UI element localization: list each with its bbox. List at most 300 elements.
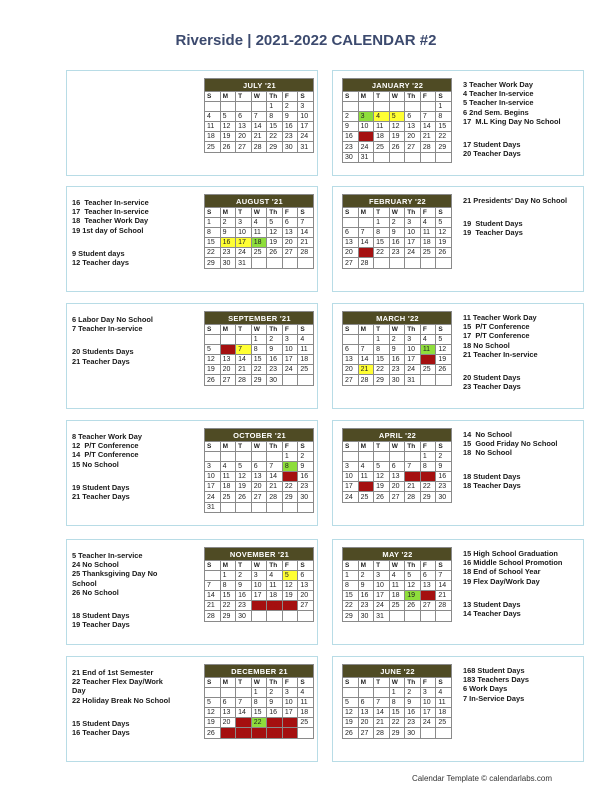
day-cell: 25 (220, 492, 236, 502)
day-cell: 10 (420, 698, 436, 708)
day-cell: 20 (343, 248, 359, 258)
day-cell: 23 (358, 601, 374, 611)
note-line: 21 Teacher Days (72, 492, 130, 502)
day-cell: 28 (251, 142, 267, 152)
day-cell: 26 (405, 601, 421, 611)
day-cell: 12 (220, 122, 236, 132)
day-cell: 12 (436, 345, 452, 355)
week-row (343, 708, 452, 718)
day-cell: 27 (358, 728, 374, 738)
day-cell: 15 (282, 472, 298, 482)
day-cell: 17 (420, 708, 436, 718)
calendar-february-22 (342, 194, 452, 269)
day-cell: 30 (298, 492, 314, 502)
empty-day-cell (251, 102, 267, 112)
day-cell: 4 (389, 571, 405, 581)
day-cell: 17 (358, 132, 374, 142)
day-cell: 4 (420, 218, 436, 228)
note-line: 15 High School Graduation (463, 549, 558, 558)
weekday-label: W (389, 678, 405, 688)
weekday-label: M (220, 208, 236, 218)
empty-day-cell (282, 375, 298, 385)
day-cell: 2 (343, 112, 359, 122)
day-cell: 6 (220, 698, 236, 708)
day-cell: 8 (282, 462, 298, 472)
note-line: School (72, 578, 97, 588)
empty-day-cell (267, 611, 283, 621)
day-cell: 4 (298, 688, 314, 698)
day-cell: 8 (389, 698, 405, 708)
day-cell: 20 (389, 482, 405, 492)
day-cell: 9 (236, 581, 252, 591)
day-cell: 18 (298, 355, 314, 365)
day-cell: 15 (220, 591, 236, 601)
day-cell: 19 (374, 482, 390, 492)
weekday-label: F (282, 208, 298, 218)
weekday-label: T (236, 325, 252, 335)
day-cell: 26 (436, 248, 452, 258)
day-cell: 14 (236, 708, 252, 718)
day-cell: 1 (420, 452, 436, 462)
weekday-label: S (298, 92, 314, 102)
day-cell: 9 (267, 345, 283, 355)
week-row (343, 688, 452, 698)
day-cell: 16 (389, 355, 405, 365)
day-cell: 8 (267, 112, 283, 122)
weekday-label: M (220, 92, 236, 102)
empty-day-cell (358, 335, 374, 345)
empty-day-cell (358, 452, 374, 462)
empty-day-cell (436, 152, 452, 162)
calendar-june-22 (342, 664, 452, 739)
day-cell: 5 (374, 462, 390, 472)
weekday-label: Th (405, 325, 421, 335)
day-cell: 13 (389, 472, 405, 482)
day-cell: 25 (298, 365, 314, 375)
day-cell: 29 (436, 142, 452, 152)
day-cell: 6 (282, 218, 298, 228)
day-cell: 2 (436, 452, 452, 462)
day-cell: 14 (267, 472, 283, 482)
day-cell: 30 (267, 375, 283, 385)
day-cell: 4 (436, 688, 452, 698)
day-cell: 2 (298, 452, 314, 462)
note-line: 22 Teacher Flex Day/Work (72, 677, 163, 687)
weekday-label: W (251, 325, 267, 335)
weekday-label: W (251, 208, 267, 218)
weekday-label: T (236, 92, 252, 102)
day-cell: 3 (282, 335, 298, 345)
note-line: 21 Teacher In-service (463, 349, 538, 359)
day-cell: 4 (205, 112, 221, 122)
day-cell: 7 (436, 571, 452, 581)
week-row (343, 375, 452, 385)
day-cell: 6 (389, 462, 405, 472)
day-cell: 21 (267, 482, 283, 492)
empty-day-cell (251, 258, 267, 268)
empty-day-cell (220, 502, 236, 512)
day-cell: 13 (358, 708, 374, 718)
day-cell: 16 (236, 591, 252, 601)
day-cell: 6 (236, 112, 252, 122)
day-cell: 4 (358, 462, 374, 472)
day-cell: 29 (282, 492, 298, 502)
day-cell: 13 (251, 472, 267, 482)
day-cell: 25 (374, 142, 390, 152)
note-line: 15 No School (72, 459, 119, 469)
day-cell: 13 (405, 122, 421, 132)
day-cell: 28 (358, 258, 374, 268)
day-cell: 5 (205, 345, 221, 355)
month-notes (72, 198, 149, 267)
weekday-label: T (374, 92, 390, 102)
day-cell: 11 (358, 472, 374, 482)
day-cell: 18 (267, 591, 283, 601)
day-cell: 18 (298, 708, 314, 718)
weekday-label: F (420, 561, 436, 571)
day-cell: 6 (220, 345, 236, 355)
weekday-label: Th (267, 325, 283, 335)
day-cell: 11 (420, 228, 436, 238)
day-cell: 25 (298, 718, 314, 728)
week-row (205, 688, 314, 698)
day-cell: 11 (436, 698, 452, 708)
day-cell: 21 (236, 718, 252, 728)
day-cell: 26 (267, 248, 283, 258)
day-cell: 31 (374, 611, 390, 621)
note-line: 16 Middle School Promotion (463, 558, 563, 568)
empty-day-cell (420, 728, 436, 738)
day-cell: 11 (298, 698, 314, 708)
day-cell: 27 (251, 492, 267, 502)
note-line: 20 Students Days (72, 347, 134, 357)
day-cell: 27 (220, 728, 236, 738)
day-cell: 22 (436, 132, 452, 142)
weekday-label: S (298, 442, 314, 452)
day-cell: 4 (220, 462, 236, 472)
note-line: 8 Teacher Work Day (72, 432, 142, 441)
day-cell: 22 (343, 601, 359, 611)
day-cell: 28 (420, 142, 436, 152)
weekday-label: T (236, 561, 252, 571)
day-cell: 16 (358, 591, 374, 601)
day-cell: 2 (220, 218, 236, 228)
day-cell: 20 (343, 365, 359, 375)
day-cell: 19 (267, 238, 283, 248)
day-cell: 20 (251, 482, 267, 492)
day-cell: 12 (343, 708, 359, 718)
weekday-label: S (343, 442, 359, 452)
week-row (205, 132, 314, 142)
note-line: 15 P/T Conference (463, 322, 530, 332)
month-header: FEBRUARY '22 (343, 195, 452, 208)
empty-day-cell (220, 688, 236, 698)
weekday-label: Th (267, 92, 283, 102)
day-cell: 15 (251, 355, 267, 365)
empty-day-cell (298, 611, 314, 621)
day-cell: 5 (267, 218, 283, 228)
day-cell: 10 (282, 698, 298, 708)
day-cell: 24 (298, 132, 314, 142)
footer-credit: Calendar Template © calendarlabs.com (411, 774, 552, 783)
week-row (205, 492, 314, 502)
day-cell: 16 (343, 132, 359, 142)
weekday-label: F (420, 208, 436, 218)
weekday-label: S (436, 442, 452, 452)
day-cell: 27 (405, 142, 421, 152)
day-cell: 29 (251, 375, 267, 385)
day-cell: 18 (374, 132, 390, 142)
weekday-label: M (220, 325, 236, 335)
day-cell: 1 (251, 335, 267, 345)
note-line: Day (72, 686, 86, 696)
note-line: 13 Student Days (463, 599, 521, 609)
weekday-label: M (358, 561, 374, 571)
day-cell: 8 (374, 345, 390, 355)
weekday-label: S (343, 325, 359, 335)
week-row (205, 718, 314, 728)
day-cell: 4 (251, 218, 267, 228)
day-cell: 30 (436, 492, 452, 502)
day-cell: 30 (220, 258, 236, 268)
day-cell: 21 (205, 601, 221, 611)
calendar-august-21 (204, 194, 314, 269)
day-cell: 12 (267, 228, 283, 238)
day-cell: 10 (298, 112, 314, 122)
month-notes (463, 430, 557, 490)
weekday-label: F (282, 561, 298, 571)
empty-day-cell (405, 152, 421, 162)
month-notes (463, 549, 562, 618)
day-cell: 25 (358, 492, 374, 502)
page-title: Riverside | 2021-2022 CALENDAR #2 (175, 32, 437, 49)
day-cell: 7 (420, 112, 436, 122)
day-cell: 28 (205, 611, 221, 621)
day-cell: 26 (205, 375, 221, 385)
day-cell: 7 (374, 698, 390, 708)
day-cell: 4 (420, 335, 436, 345)
day-cell: 31 (358, 152, 374, 162)
day-cell: 5 (236, 462, 252, 472)
day-cell: 8 (420, 462, 436, 472)
day-cell: 14 (358, 355, 374, 365)
day-cell: 15 (389, 708, 405, 718)
empty-day-cell (343, 452, 359, 462)
day-cell: 26 (343, 728, 359, 738)
day-cell: 9 (282, 112, 298, 122)
month-header: AUGUST '21 (205, 195, 314, 208)
week-row (205, 571, 314, 581)
day-cell: 5 (436, 335, 452, 345)
empty-day-cell (205, 688, 221, 698)
weekday-label: S (436, 325, 452, 335)
empty-day-cell (358, 688, 374, 698)
day-cell: 3 (205, 462, 221, 472)
day-cell: 30 (282, 142, 298, 152)
day-cell: 14 (205, 591, 221, 601)
day-cell: 6 (358, 698, 374, 708)
day-cell: 10 (282, 345, 298, 355)
day-cell: 7 (251, 112, 267, 122)
day-cell: 19 (205, 718, 221, 728)
day-cell: 22 (251, 365, 267, 375)
week-row (205, 472, 314, 482)
day-cell: 14 (436, 581, 452, 591)
day-cell: 1 (251, 688, 267, 698)
day-cell: 17 (282, 708, 298, 718)
empty-day-cell (343, 218, 359, 228)
day-cell: 26 (236, 492, 252, 502)
weekday-label: S (436, 678, 452, 688)
calendar-november-21 (204, 547, 314, 622)
day-cell: 27 (282, 248, 298, 258)
note-line: 20 Student Days (463, 373, 521, 383)
week-row (205, 581, 314, 591)
day-cell: 26 (436, 365, 452, 375)
note-line: 4 Teacher In-service (463, 89, 534, 99)
day-cell: 24 (420, 718, 436, 728)
note-line: 9 Student days (72, 248, 125, 258)
day-cell: 11 (374, 122, 390, 132)
month-notes (72, 668, 170, 737)
day-cell: 21 (298, 238, 314, 248)
week-row (343, 248, 452, 258)
day-cell: 5 (389, 112, 405, 122)
day-cell: 2 (282, 102, 298, 112)
week-row (343, 142, 452, 152)
empty-day-cell (374, 258, 390, 268)
empty-day-cell (267, 452, 283, 462)
note-line: 19 Teacher Days (72, 620, 130, 630)
day-cell: 20 (236, 132, 252, 142)
day-cell: 24 (343, 492, 359, 502)
day-cell: 26 (205, 728, 221, 738)
day-cell: 25 (420, 365, 436, 375)
day-cell: 26 (374, 492, 390, 502)
day-cell: 3 (405, 335, 421, 345)
day-cell: 17 (405, 355, 421, 365)
week-row (343, 228, 452, 238)
day-cell: 24 (358, 142, 374, 152)
week-row (343, 601, 452, 611)
empty-day-cell (205, 452, 221, 462)
week-row (205, 708, 314, 718)
day-cell: 9 (405, 698, 421, 708)
weekday-label: S (343, 208, 359, 218)
day-cell: 1 (374, 218, 390, 228)
notes-spacer (72, 235, 149, 249)
day-cell: 5 (220, 112, 236, 122)
week-row (343, 102, 452, 112)
day-cell: 27 (343, 375, 359, 385)
day-cell: 16 (436, 472, 452, 482)
empty-day-cell (205, 102, 221, 112)
empty-day-cell (282, 258, 298, 268)
month-notes (463, 666, 529, 703)
note-line: 14 No School (463, 430, 512, 439)
weekday-label: F (282, 678, 298, 688)
weekday-label: T (236, 208, 252, 218)
day-cell: 2 (405, 688, 421, 698)
day-cell: 17 (282, 355, 298, 365)
weekday-label: S (205, 92, 221, 102)
day-cell: 17 (405, 238, 421, 248)
day-cell: 3 (343, 462, 359, 472)
month-header: SEPTEMBER '21 (205, 312, 314, 325)
day-cell: 31 (298, 142, 314, 152)
note-line: 6 2nd Sem. Begins (463, 107, 529, 117)
note-line: 26 No School (72, 587, 119, 597)
weekday-label: W (389, 325, 405, 335)
note-line: 19 Teacher Days (463, 228, 523, 238)
day-cell: 10 (358, 122, 374, 132)
day-cell: 21 (405, 482, 421, 492)
day-cell: 31 (282, 728, 298, 738)
weekday-label: S (343, 678, 359, 688)
day-cell: 3 (358, 112, 374, 122)
weekday-label: F (282, 325, 298, 335)
empty-day-cell (420, 102, 436, 112)
empty-day-cell (298, 258, 314, 268)
empty-day-cell (420, 375, 436, 385)
note-line: 18 End of School Year (463, 567, 541, 577)
day-cell: 9 (389, 345, 405, 355)
weekday-label: S (298, 325, 314, 335)
day-cell: 7 (267, 462, 283, 472)
week-row (205, 611, 314, 621)
day-cell: 7 (236, 345, 252, 355)
day-cell: 12 (205, 355, 221, 365)
day-cell: 25 (389, 601, 405, 611)
empty-day-cell (282, 611, 298, 621)
day-cell: 16 (298, 472, 314, 482)
weekday-label: S (436, 561, 452, 571)
day-cell: 13 (282, 228, 298, 238)
week-row (343, 591, 452, 601)
note-line: 11 Teacher Work Day (463, 313, 537, 322)
note-line: 6 Labor Day No School (72, 315, 153, 324)
note-line: 24 No School (72, 560, 119, 570)
day-cell: 21 (236, 365, 252, 375)
day-cell: 21 (358, 248, 374, 258)
empty-day-cell (358, 218, 374, 228)
week-row (205, 375, 314, 385)
day-cell: 30 (236, 611, 252, 621)
day-cell: 15 (374, 355, 390, 365)
day-cell: 26 (220, 142, 236, 152)
month-header: JUNE '22 (343, 665, 452, 678)
day-cell: 1 (343, 571, 359, 581)
note-line: 16 Teacher Days (72, 728, 130, 738)
day-cell: 18 (389, 591, 405, 601)
day-cell: 18 (436, 708, 452, 718)
weekday-label: W (389, 561, 405, 571)
weekday-label: F (420, 678, 436, 688)
day-cell: 29 (251, 728, 267, 738)
day-cell: 13 (343, 355, 359, 365)
month-header: MAY '22 (343, 548, 452, 561)
empty-day-cell (267, 258, 283, 268)
day-cell: 20 (358, 718, 374, 728)
day-cell: 10 (405, 345, 421, 355)
week-row (343, 122, 452, 132)
empty-day-cell (205, 335, 221, 345)
day-cell: 1 (389, 688, 405, 698)
day-cell: 22 (282, 482, 298, 492)
day-cell: 10 (236, 228, 252, 238)
week-row (343, 258, 452, 268)
weekday-label: S (205, 442, 221, 452)
